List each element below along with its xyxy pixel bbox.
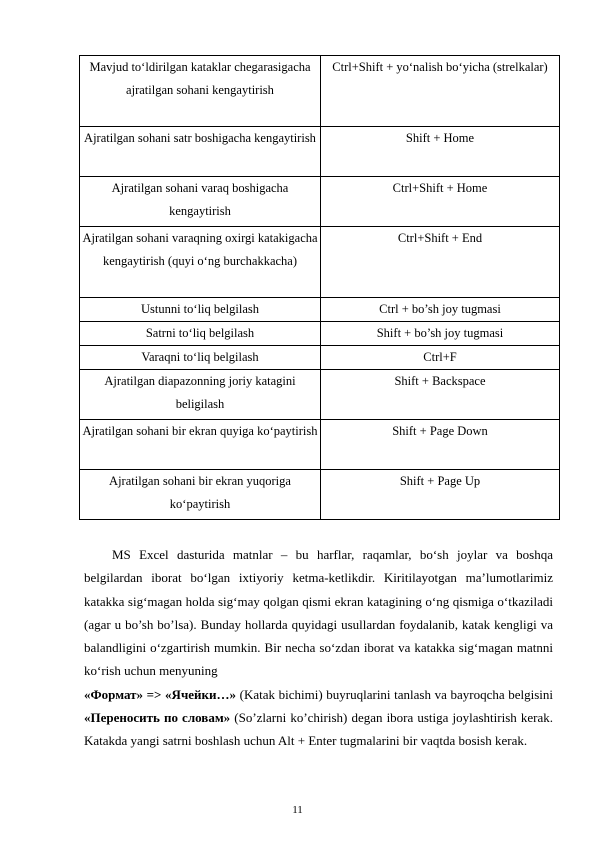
- action-cell: Ajratilgan sohani bir ekran quyiga ko‘paytirish: [80, 420, 321, 470]
- action-cell: Ajratilgan sohani varaqning oxirgi katakigacha kengaytirish (quyi o‘ng burchakkacha): [80, 227, 321, 298]
- shortcut-cell: Shift + Page Down: [321, 420, 560, 470]
- shortcut-cell: Shift + bo’sh joy tugmasi: [321, 322, 560, 346]
- table-row: [80, 227, 560, 298]
- page-number: 11: [292, 804, 303, 816]
- table-row: [80, 56, 560, 127]
- action-cell: Mavjud to‘ldirilgan kataklar chegarasigacha ajratilgan sohani kengaytirish: [80, 56, 321, 127]
- table-row: [80, 370, 560, 420]
- table-row: [80, 298, 560, 322]
- shortcut-cell: Ctrl + bo’sh joy tugmasi: [321, 298, 560, 322]
- shortcut-cell: Shift + Page Up: [321, 470, 560, 520]
- action-cell: Varaqni to‘liq belgilash: [80, 346, 321, 370]
- table-row: [80, 420, 560, 470]
- shortcut-table: [79, 55, 560, 520]
- shortcut-table-body: [80, 56, 560, 520]
- action-cell: Satrni to‘liq belgilash: [80, 322, 321, 346]
- table-row: [80, 127, 560, 177]
- action-cell: Ajratilgan sohani satr boshigacha kengaytirish: [80, 127, 321, 177]
- wrap-option-name: «Переносить по словам»: [84, 710, 231, 726]
- table-row: [80, 322, 560, 346]
- paragraph-intro: MS Excel dasturida matnlar – bu harflar, raqamlar, bo‘sh joylar va boshqa belgilardan iborat bo‘lgan ixtiyoriy ketma-ketlikdir. Kiritilayotgan ma’lumotlarimiz katakka sig‘magan holda sig‘may qolgan qismi ekran katagining o‘ng qismiga o‘tkaziladi (agar u bo’sh bo’lsa). Bunday hollarda quyidagi usullardan foydalanib, katak kengligi va balandligini o‘zgartirish mumkin. Bir necha so‘zdan iborat va katakka sig‘magan matnni ko‘rish uchun menyuning: [84, 547, 553, 679]
- table-row: [80, 177, 560, 227]
- shortcut-cell: Ctrl+Shift + Home: [321, 177, 560, 227]
- table-row: [80, 470, 560, 520]
- table-row: [80, 346, 560, 370]
- action-cell: Ajratilgan diapazonning joriy katagini beligilash: [80, 370, 321, 420]
- paragraph-text-1: (Katak bichimi) buyruqlarini tanlash va bayroqcha belgisini: [236, 686, 554, 702]
- action-cell: Ajratilgan sohani varaq boshigacha kengaytirish: [80, 177, 321, 227]
- shortcut-cell: Ctrl+F: [321, 346, 560, 370]
- shortcut-cell: Shift + Backspace: [321, 370, 560, 420]
- menu-path: «Формат» => «Ячейки…»: [84, 686, 237, 702]
- shortcut-cell: Ctrl+Shift + yo‘nalish bo‘yicha (strelkalar): [321, 56, 560, 127]
- paragraph-format-instructions: [84, 683, 553, 753]
- body-text: [84, 543, 553, 753]
- shortcut-cell: Shift + Home: [321, 127, 560, 177]
- action-cell: Ustunni to‘liq belgilash: [80, 298, 321, 322]
- action-cell: Ajratilgan sohani bir ekran yuqoriga ko‘paytirish: [80, 470, 321, 520]
- shortcut-cell: Ctrl+Shift + End: [321, 227, 560, 298]
- paragraph-text-2: (So’zlarni ko’chirish) degan ibora ustiga joylashtirish kerak. Katakda yangi satrni boshlash uchun Alt + Enter tugmalarini bir vaqtda bosish kerak.: [84, 710, 553, 749]
